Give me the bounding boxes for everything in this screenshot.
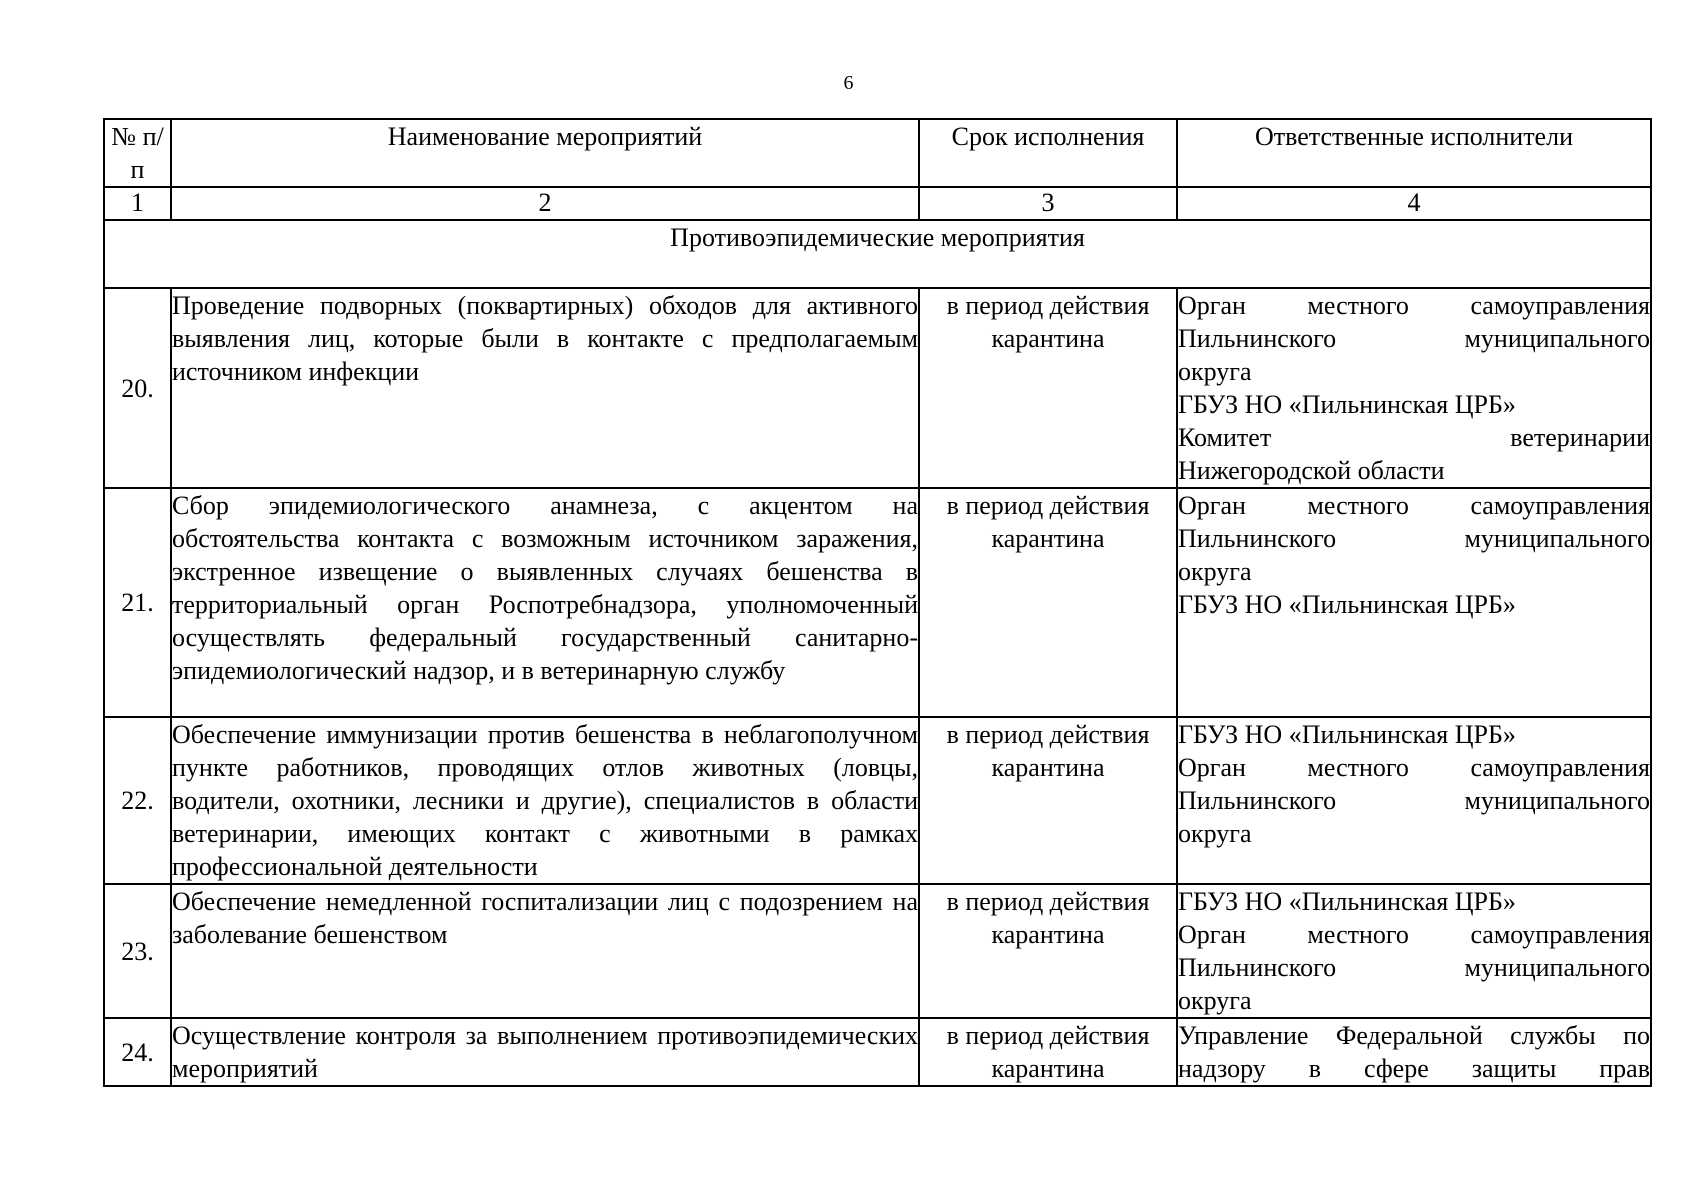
measure-name: Обеспечение немедленной госпитализации лиц с подозрением на заболевание бешенством: [171, 884, 919, 1018]
responsible-line: Пильнинского муниципального: [1178, 324, 1650, 353]
responsible-line: округа: [1178, 357, 1252, 386]
header-row: [104, 119, 1651, 187]
responsible-line: ГБУЗ НО «Пильнинская ЦРБ»: [1178, 390, 1516, 419]
header-term-label: Срок исполнения: [951, 122, 1145, 151]
measure-responsible: [1177, 717, 1651, 884]
measure-term: в период действия карантина: [919, 1018, 1177, 1086]
measure-term: в период действия карантина: [919, 717, 1177, 884]
measure-responsible: [1177, 488, 1651, 717]
row-number: 24.: [104, 1018, 171, 1086]
row-number: 21.: [104, 488, 171, 717]
column-index-3: 3: [919, 187, 1177, 220]
column-index-row: [104, 187, 1651, 220]
measure-responsible: [1177, 884, 1651, 1018]
responsible-line: Орган местного самоуправления: [1178, 291, 1650, 320]
column-index-4: 4: [1177, 187, 1651, 220]
measure-term: в период действия карантина: [919, 884, 1177, 1018]
responsible-line: Управление Федеральной службы по: [1178, 1021, 1650, 1050]
responsible-line: ГБУЗ НО «Пильнинская ЦРБ»: [1178, 720, 1516, 749]
responsible-line: Орган местного самоуправления: [1178, 491, 1650, 520]
table-row: [104, 288, 1651, 488]
measure-responsible: [1177, 1018, 1651, 1086]
row-number: 22.: [104, 717, 171, 884]
responsible-line: Пильнинского муниципального: [1178, 786, 1650, 815]
table-row: [104, 717, 1651, 884]
responsible-line: Пильнинского муниципального: [1178, 524, 1650, 553]
table-row: [104, 884, 1651, 1018]
measures-table: [103, 118, 1652, 1087]
responsible-line: Пильнинского муниципального: [1178, 953, 1650, 982]
header-number: [104, 119, 171, 187]
responsible-line: ГБУЗ НО «Пильнинская ЦРБ»: [1178, 590, 1516, 619]
page-number: 6: [843, 72, 854, 94]
responsible-line: ГБУЗ НО «Пильнинская ЦРБ»: [1178, 887, 1516, 916]
section-row: [104, 220, 1651, 288]
column-index-2: 2: [171, 187, 919, 220]
header-number-label: № п/п: [111, 122, 164, 184]
table-row: [104, 488, 1651, 717]
measure-term: в период действия карантина: [919, 288, 1177, 488]
measure-name: Проведение подворных (поквартирных) обходов для активного выявления лиц, которые были в контакте с предполагаемым источником инфекции: [171, 288, 919, 488]
header-term: [919, 119, 1177, 187]
responsible-line: надзору в сфере защиты прав: [1178, 1054, 1650, 1083]
measure-name: Осуществление контроля за выполнением противоэпидемических мероприятий: [171, 1018, 919, 1086]
row-number: 23.: [104, 884, 171, 1018]
responsible-line: округа: [1178, 986, 1252, 1015]
measure-responsible: [1177, 288, 1651, 488]
header-name: [171, 119, 919, 187]
responsible-line: округа: [1178, 819, 1252, 848]
responsible-line: Нижегородской области: [1178, 456, 1445, 485]
responsible-line: Орган местного самоуправления: [1178, 920, 1650, 949]
header-name-label: Наименование мероприятий: [387, 122, 703, 151]
responsible-line: Комитет ветеринарии: [1178, 423, 1650, 452]
header-responsible-label: Ответственные исполнители: [1254, 122, 1573, 151]
header-responsible: [1177, 119, 1651, 187]
column-index-1: 1: [104, 187, 171, 220]
row-number: 20.: [104, 288, 171, 488]
measure-name: Сбор эпидемиологического анамнеза, с акцентом на обстоятельства контакта с возможным источником заражения, экстренное извещение о выявленных случаях бешенства в территориальный орган Роспотребнадзора, уполномоченный осуществлять федеральный государственный санитарно-эпидемиологический надзор, и в ветеринарную службу: [171, 488, 919, 717]
section-title: Противоэпидемические мероприятия: [104, 220, 1651, 288]
measure-term: в период действия карантина: [919, 488, 1177, 717]
responsible-line: округа: [1178, 557, 1252, 586]
measure-name: Обеспечение иммунизации против бешенства в неблагополучном пункте работников, проводящих отлов животных (ловцы, водители, охотники, лесники и другие), специалистов в области ветеринарии, имеющих контакт с животными в рамках профессиональной деятельности: [171, 717, 919, 884]
responsible-line: Орган местного самоуправления: [1178, 753, 1650, 782]
table-row: [104, 1018, 1651, 1086]
